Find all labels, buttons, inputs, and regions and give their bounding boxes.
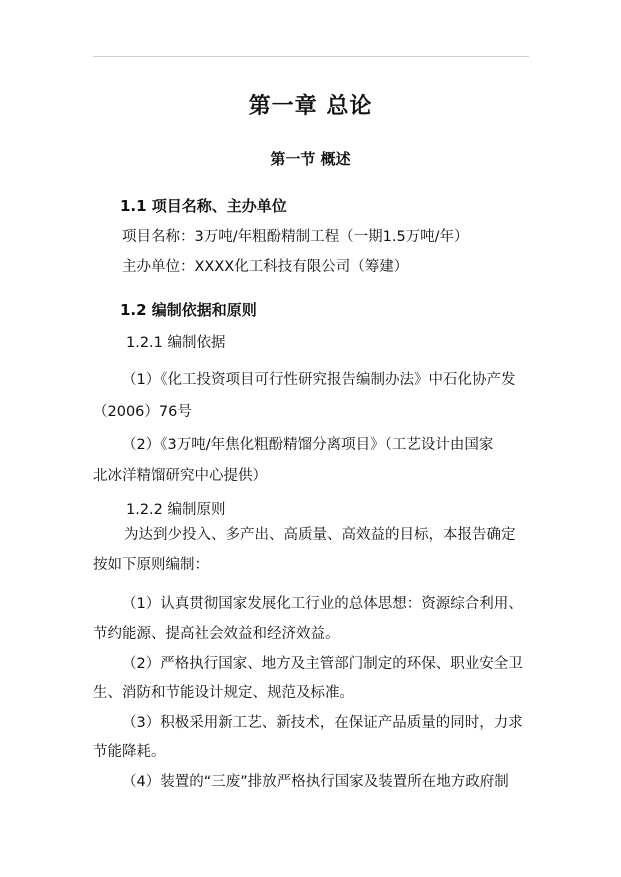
principle-1-line-1: （1）认真贯彻国家发展化工行业的总体思想：资源综合利用、	[122, 596, 523, 612]
basis-item-1-line-1: （1）《化工投资项目可行性研究报告编制办法》中石化协产发	[122, 372, 516, 388]
principle-intro-line-2: 按如下原则编制：	[93, 557, 209, 573]
heading-1-2: 1.2 编制依据和原则	[120, 301, 257, 319]
basis-item-2-line-1: （2）《3万吨/年焦化粗酚精馏分离项目》（工艺设计由国家	[122, 437, 494, 453]
principle-intro-line-1: 为达到少投入、多产出、高质量、高效益的目标，本报告确定	[124, 527, 516, 543]
section-title: 第一节 概述	[270, 150, 351, 168]
basis-item-2-line-2: 北冰洋精馏研究中心提供）	[93, 468, 267, 484]
heading-1-2-2: 1.2.2 编制原则	[126, 502, 226, 518]
principle-3-line-1: （3）积极采用新工艺、新技术，在保证产品质量的同时，力求	[122, 715, 523, 731]
principle-2-line-1: （2）严格执行国家、地方及主管部门制定的环保、职业安全卫	[122, 656, 523, 672]
heading-1-1: 1.1 项目名称、主办单位	[120, 197, 287, 215]
project-name-line: 项目名称：3万吨/年粗酚精制工程（一期1.5万吨/年）	[122, 229, 469, 245]
header-rule	[93, 56, 529, 57]
principle-1-line-2: 节约能源、提高社会效益和经济效益。	[93, 626, 340, 642]
principle-4-line-1: （4）装置的“三废”排放严格执行国家及装置所在地方政府制	[122, 774, 509, 790]
chapter-title: 第一章 总论	[248, 93, 373, 119]
basis-item-1-line-2: （2006）76号	[93, 404, 192, 420]
heading-1-2-1: 1.2.1 编制依据	[126, 335, 226, 351]
sponsor-line: 主办单位：XXXX化工科技有限公司（筹建）	[122, 259, 409, 275]
principle-2-line-2: 生、消防和节能设计规定、规范及标准。	[93, 685, 354, 701]
principle-3-line-2: 节能降耗。	[93, 744, 166, 760]
